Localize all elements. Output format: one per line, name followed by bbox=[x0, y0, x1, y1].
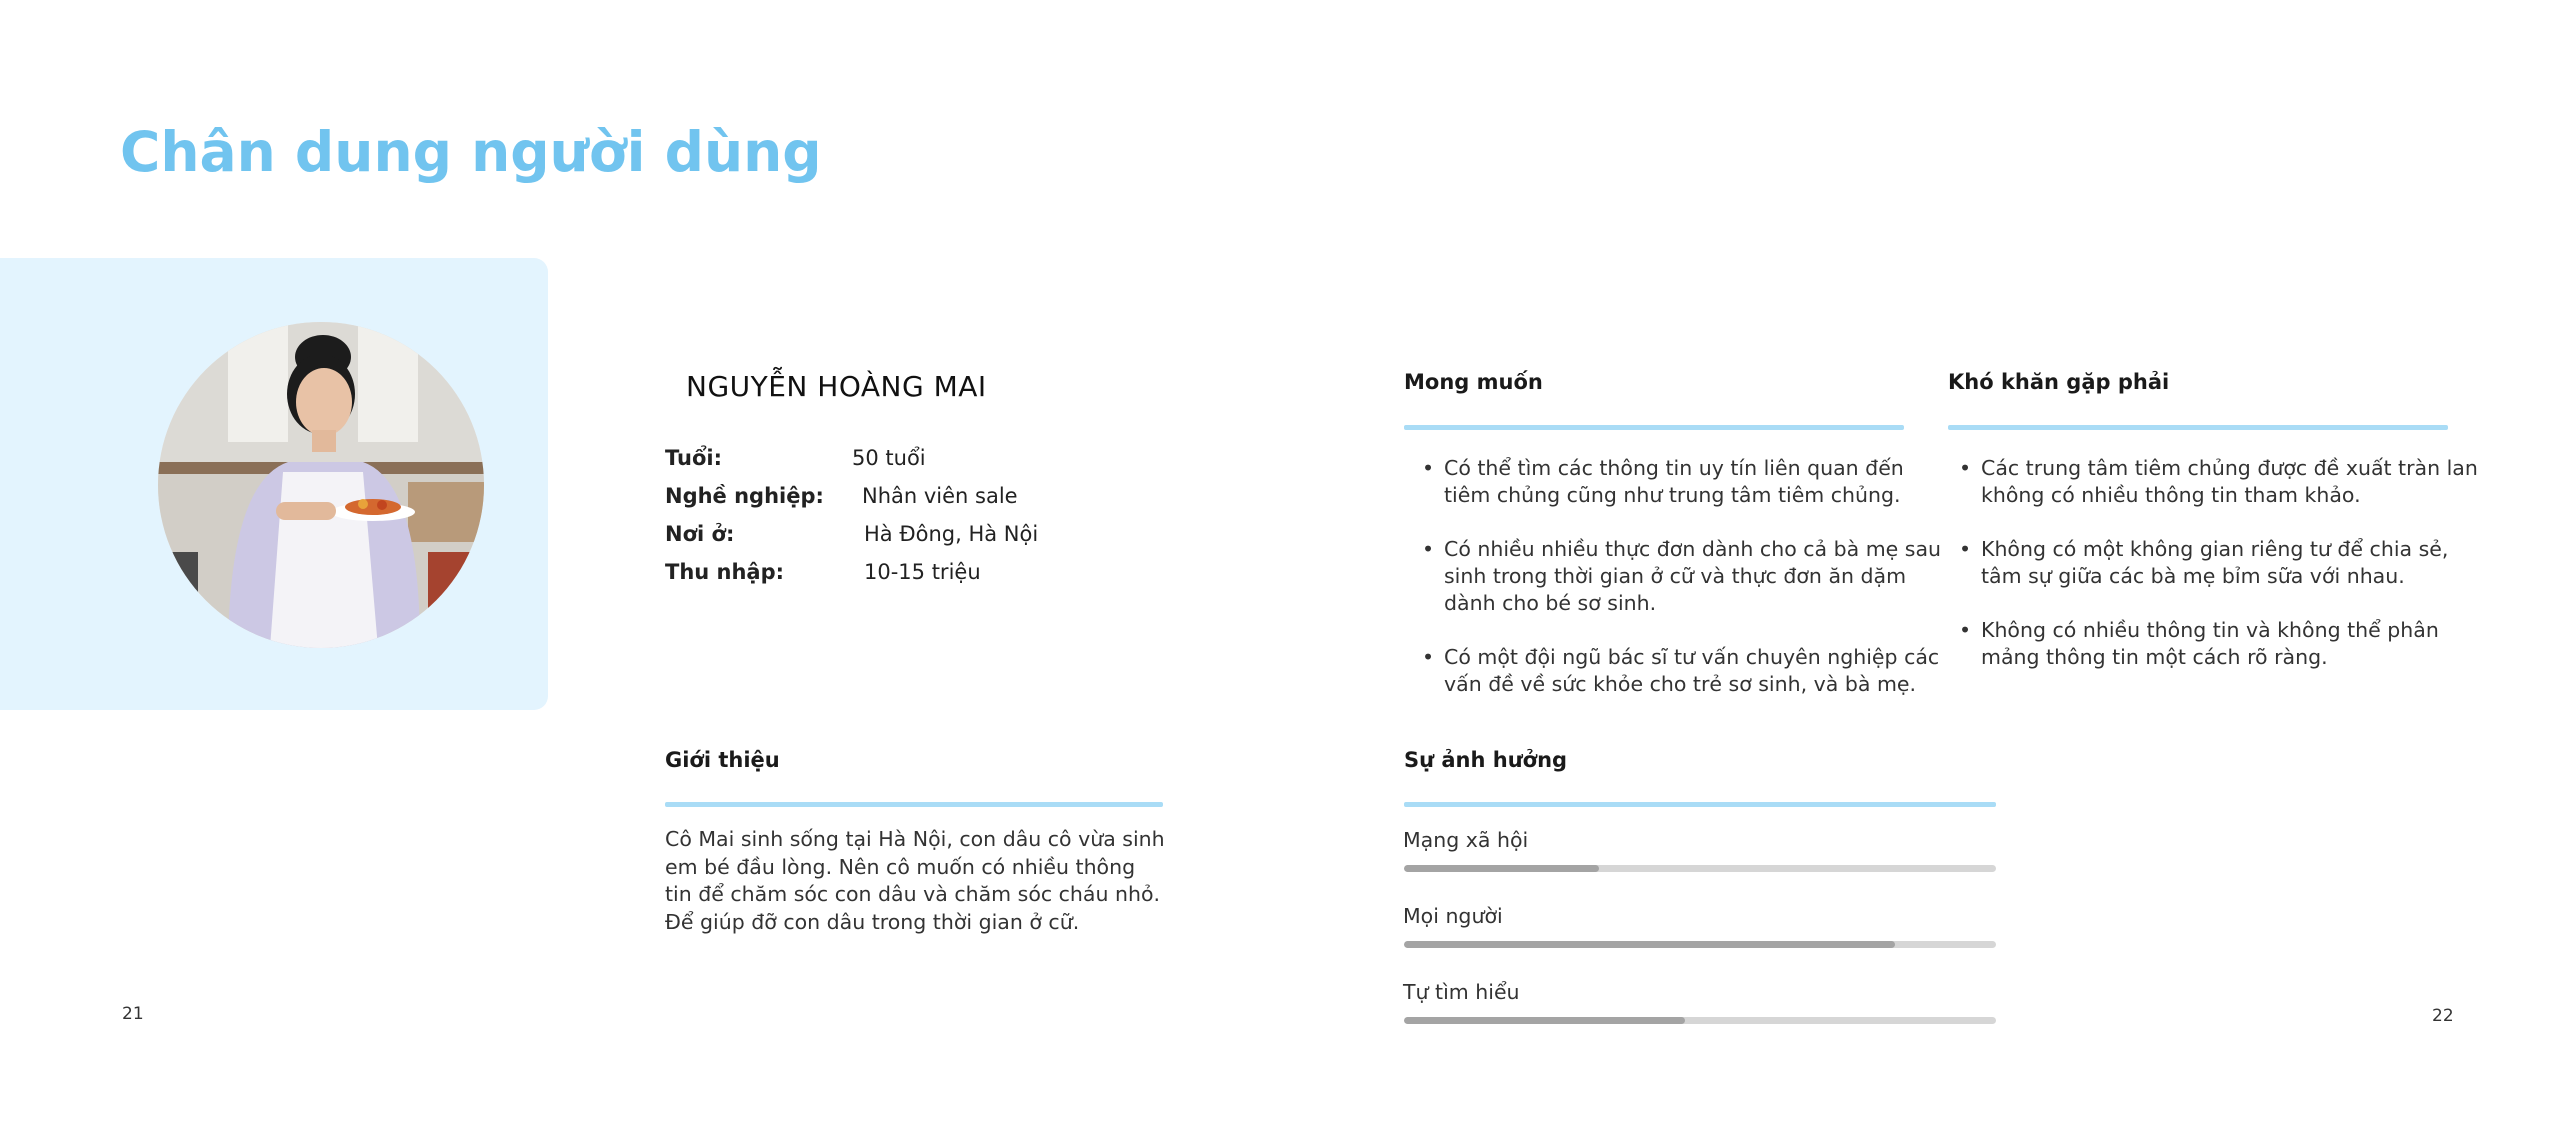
intro-text: Cô Mai sinh sống tại Hà Nội, con dâu cô vừa sinh em bé đầu lòng. Nên cô muốn có nhiều thông tin để chăm sóc con dâu và chăm sóc cháu nhỏ. Để giúp đỡ con dâu trong thời gian ở cữ. bbox=[665, 827, 1165, 934]
job-value: Nhân viên sale bbox=[862, 484, 1018, 508]
influence-bar-fill bbox=[1404, 865, 1599, 872]
pains-heading: Khó khăn gặp phải bbox=[1948, 370, 2170, 394]
influence-label: Mọi người bbox=[1403, 904, 1503, 928]
influence-bar bbox=[1404, 941, 1996, 948]
wants-list bbox=[1404, 455, 1946, 725]
pains-item: • Không có một không gian riêng tư để chia sẻ, tâm sự giữa các bà mẹ bỉm sữa với nhau. bbox=[1981, 536, 2481, 590]
wants-item: • Có thể tìm các thông tin uy tín liên quan đến tiêm chủng cũng như trung tâm tiêm chủng. bbox=[1444, 455, 1946, 509]
info-job bbox=[665, 484, 1018, 508]
home-value: Hà Đông, Hà Nội bbox=[864, 522, 1039, 546]
page-number-left: 21 bbox=[122, 1004, 144, 1024]
persona-name: NGUYỄN HOÀNG MAI bbox=[686, 370, 987, 403]
influence-bar bbox=[1404, 1017, 1996, 1024]
job-label: Nghề nghiệp: bbox=[665, 484, 824, 508]
age-value: 50 tuổi bbox=[852, 446, 926, 470]
home-label: Nơi ở: bbox=[665, 522, 735, 546]
influence-rule bbox=[1404, 802, 1996, 807]
influence-bar bbox=[1404, 865, 1996, 872]
info-age bbox=[665, 446, 926, 470]
influence-bar-fill bbox=[1404, 941, 1895, 948]
wants-rule bbox=[1404, 425, 1904, 430]
intro-heading: Giới thiệu bbox=[665, 748, 780, 772]
wants-item: • Có một đội ngũ bác sĩ tư vấn chuyên nghiệp các vấn đề về sức khỏe cho trẻ sơ sinh, và bà mẹ. bbox=[1444, 644, 1946, 698]
income-label: Thu nhập: bbox=[665, 560, 785, 584]
avatar bbox=[158, 322, 484, 648]
info-income bbox=[665, 560, 981, 584]
wants-heading: Mong muốn bbox=[1404, 370, 1543, 394]
influence-heading: Sự ảnh hưởng bbox=[1404, 748, 1568, 772]
influence-label: Tự tìm hiểu bbox=[1403, 980, 1520, 1004]
income-value: 10-15 triệu bbox=[864, 560, 981, 584]
page-title: Chân dung người dùng bbox=[120, 120, 822, 184]
age-label: Tuổi: bbox=[665, 446, 722, 470]
wants-item: • Có nhiều nhiều thực đơn dành cho cả bà mẹ sau sinh trong thời gian ở cữ và thực đơn ăn dặm dành cho bé sơ sinh. bbox=[1444, 536, 1946, 617]
info-home bbox=[665, 522, 1039, 546]
influence-label: Mạng xã hội bbox=[1403, 828, 1529, 852]
pains-rule bbox=[1948, 425, 2448, 430]
page-number-right: 22 bbox=[2432, 1006, 2454, 1026]
influence-bar-fill bbox=[1404, 1017, 1685, 1024]
pains-list bbox=[1941, 455, 2481, 698]
pains-item: • Các trung tâm tiêm chủng được đề xuất tràn lan không có nhiều thông tin tham khảo. bbox=[1981, 455, 2481, 509]
intro-rule bbox=[665, 802, 1163, 807]
pains-item: • Không có nhiều thông tin và không thể phân mảng thông tin một cách rõ ràng. bbox=[1981, 617, 2481, 671]
